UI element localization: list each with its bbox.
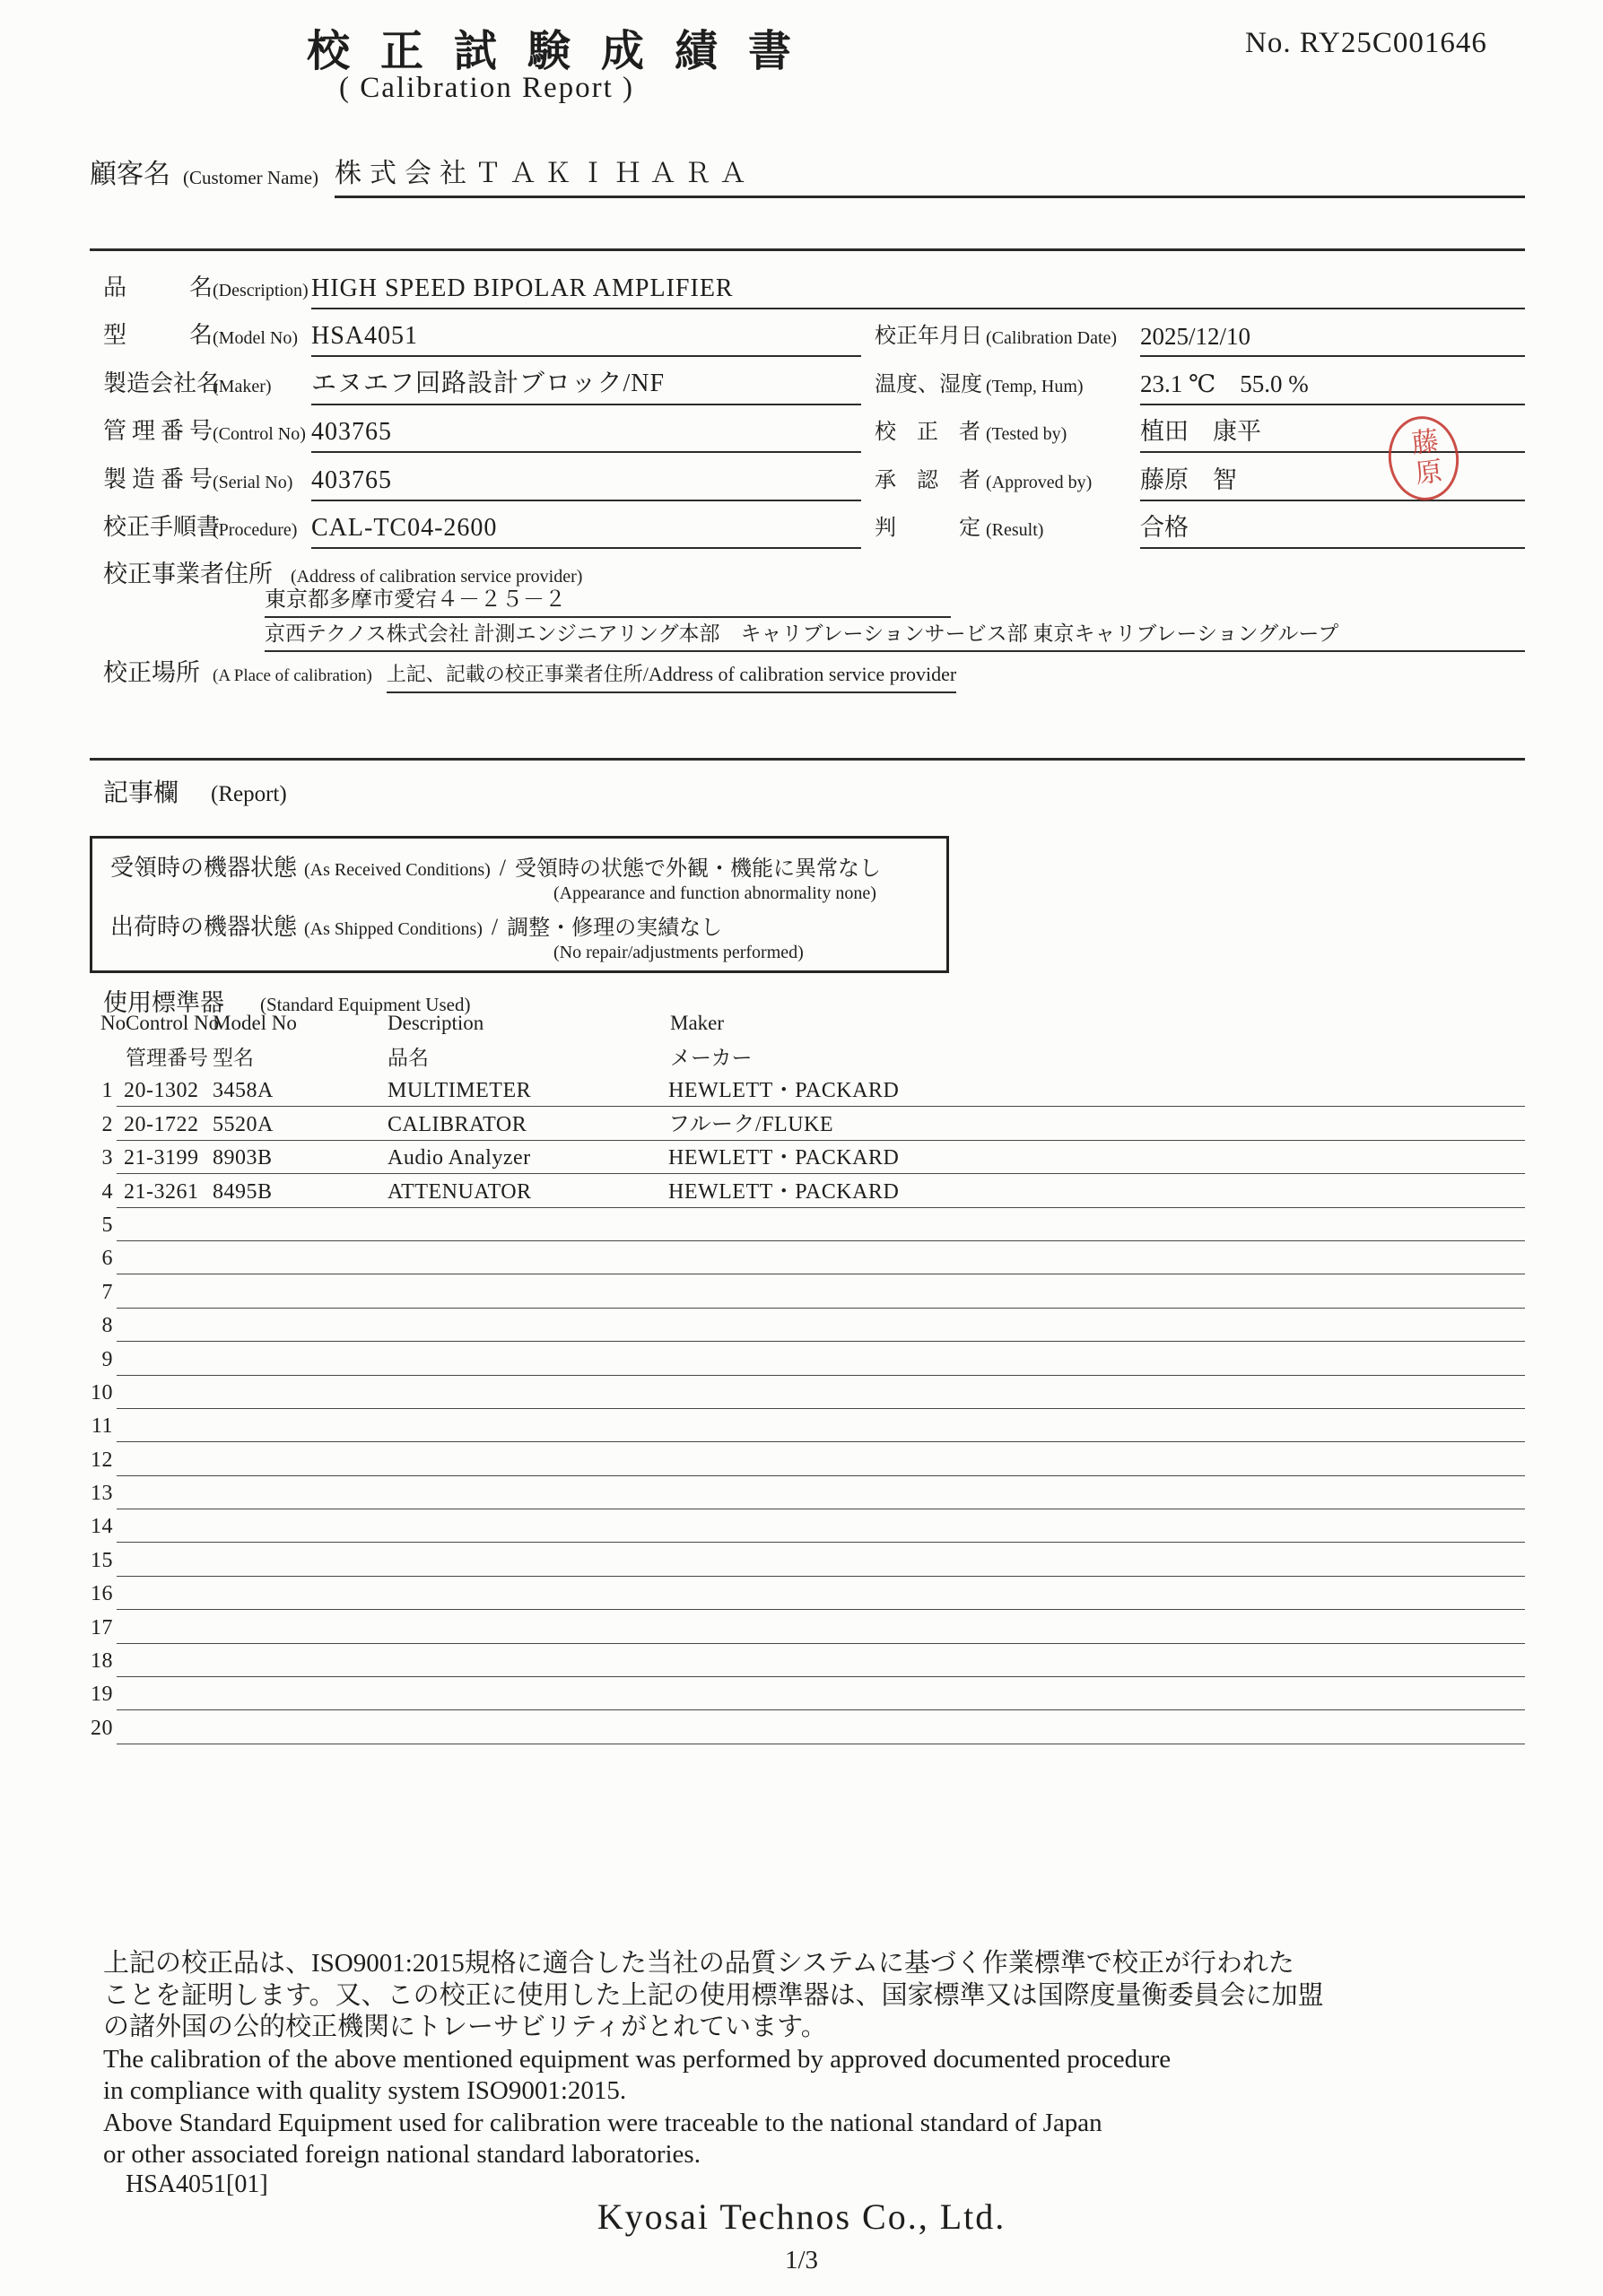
field-row (103, 453, 861, 501)
field-row (103, 309, 861, 358)
col-header-maker-jp: メーカー (670, 1047, 753, 1069)
cell-maker: HEWLETT・PACKARD (668, 1146, 900, 1170)
cell-description: CALIBRATOR (388, 1112, 527, 1136)
cell-maker: HEWLETT・PACKARD (668, 1079, 900, 1103)
customer-name-row (90, 151, 1525, 198)
row-underline (117, 1609, 1525, 1610)
field-label-en: (Control No) (213, 424, 306, 444)
equipment-table-body (90, 1076, 1525, 1747)
table-row (90, 1378, 1525, 1412)
slash-separator: / (491, 914, 499, 940)
remarks-label-en: (Report) (211, 782, 287, 806)
cell-no: 14 (91, 1515, 113, 1539)
cell-no: 6 (101, 1247, 113, 1271)
middle-divider (90, 758, 1525, 761)
equipment-table-header (90, 1012, 1525, 1074)
slash-separator: / (499, 855, 506, 881)
cell-control-no: 21-3199 (124, 1146, 199, 1170)
remarks-label-jp: 記事欄 (103, 779, 179, 807)
page-number: 1/3 (784, 2246, 819, 2274)
certification-statement (103, 1948, 1485, 2171)
cell-no: 5 (101, 1213, 113, 1237)
cell-model-no: 5520A (213, 1112, 274, 1136)
shipped-note-jp: 調整・修理の実績なし (507, 917, 723, 940)
field-label-en: (Procedure) (213, 520, 298, 540)
field-label-jp: 製造会社名 (103, 370, 221, 396)
equipment-title-jp: 使用標準器 (103, 989, 224, 1016)
statement-en-lines (103, 2044, 1485, 2171)
field-row (875, 501, 1525, 550)
field-row (103, 261, 1525, 309)
field-label-jp: 校正年月日 (875, 325, 982, 348)
field-value: 藤原 智 (1140, 460, 1525, 501)
col-header-model-jp: 型名 (213, 1047, 254, 1069)
table-row (90, 1680, 1525, 1713)
field-label-jp: 温度、湿度 (875, 372, 982, 396)
cell-no: 11 (91, 1414, 113, 1439)
cell-no: 10 (91, 1380, 113, 1405)
field-label-en: (Result) (986, 520, 1044, 540)
cell-description: MULTIMETER (388, 1079, 532, 1103)
table-row (90, 1109, 1525, 1143)
col-header-model-en: Model No (213, 1012, 297, 1034)
field-row (875, 309, 1525, 358)
top-divider (90, 248, 1525, 251)
cell-maker: フルーク/FLUKE (668, 1112, 834, 1136)
field-value: エヌエフ回路設計ブロック/NF (311, 363, 861, 405)
model-reference: HSA4051[01] (126, 2170, 268, 2198)
field-label-en: (Tested by) (986, 424, 1067, 444)
table-row (90, 1412, 1525, 1445)
place-value: 上記、記載の校正事業者住所/Address of calibration service provider (387, 659, 956, 693)
col-header-description-en: Description (388, 1012, 484, 1034)
cell-description: ATTENUATOR (388, 1179, 532, 1204)
cell-model-no: 8495B (213, 1179, 273, 1204)
field-label-jp: 型名 (103, 322, 213, 348)
cell-control-no: 20-1302 (124, 1079, 199, 1103)
statement-line-jp: の諸外国の公的校正機関にトレーサビリティがとれています。 (103, 2013, 827, 2041)
field-value: 23.1 ℃ 55.0 % (1140, 364, 1525, 405)
row-underline (117, 1676, 1525, 1677)
page-subtitle: ( Calibration Report ) (339, 72, 635, 104)
customer-label-jp: 顧客名 (90, 160, 170, 189)
field-label-en: (Approved by) (986, 472, 1093, 492)
table-row (90, 1244, 1525, 1277)
received-label-jp: 受領時の機器状態 (110, 855, 298, 881)
table-row (90, 1445, 1525, 1478)
row-underline (117, 1542, 1525, 1543)
cell-no: 2 (101, 1112, 113, 1136)
cell-no: 4 (101, 1179, 113, 1204)
cell-no: 3 (101, 1146, 113, 1170)
statement-line-jp: 上記の校正品は、ISO9001:2015規格に適合した当社の品質システムに基づく作業標準で校正が行われた (103, 1949, 1294, 1978)
field-value: 合格 (1140, 508, 1525, 549)
field-label-en: (Calibration Date) (986, 328, 1118, 348)
field-label-jp: 管理番号 (103, 418, 213, 444)
row-underline (117, 1375, 1525, 1376)
received-label-en: (As Received Conditions) (304, 860, 491, 880)
col-header-control-jp: 管理番号 (126, 1047, 208, 1069)
table-row (90, 1144, 1525, 1177)
cell-model-no: 3458A (213, 1079, 274, 1103)
row-underline (117, 1240, 1525, 1241)
cell-control-no: 20-1722 (124, 1112, 199, 1136)
equipment-title-en: (Standard Equipment Used) (260, 994, 471, 1015)
place-label-jp: 校正場所 (103, 659, 200, 686)
col-header-description-jp: 品名 (388, 1047, 429, 1069)
table-row (90, 1512, 1525, 1545)
customer-value: 株式会社ＴＡＫＩＨＡＲＡ (335, 151, 1525, 198)
row-underline (117, 1341, 1525, 1342)
cell-control-no: 21-3261 (124, 1179, 199, 1204)
cell-no: 16 (91, 1582, 113, 1606)
table-row (90, 1713, 1525, 1746)
provider-label-jp: 校正事業者住所 (103, 561, 273, 587)
row-underline (117, 1576, 1525, 1577)
field-label-jp: 品名 (103, 274, 213, 300)
table-row (90, 1479, 1525, 1512)
received-note-en: (Appearance and function abnormality none) (553, 883, 876, 903)
field-label-jp: 判定 (875, 517, 980, 540)
cell-description: Audio Analyzer (388, 1146, 531, 1170)
approval-hanko-stamp: 藤原 (1384, 413, 1464, 505)
col-header-control-en: Control No (126, 1012, 220, 1034)
field-row (103, 501, 861, 550)
table-row (90, 1344, 1525, 1378)
shipped-label-jp: 出荷時の機器状態 (110, 914, 298, 940)
cell-no: 7 (101, 1280, 113, 1304)
provider-label-en: (Address of calibration service provider) (291, 567, 583, 587)
statement-line-en: The calibration of the above mentioned equipment was performed by approved documented procedure (103, 2044, 1172, 2074)
statement-line-en: in compliance with quality system ISO9001:2015. (103, 2076, 627, 2105)
row-underline (117, 1475, 1525, 1476)
cell-no: 13 (91, 1482, 113, 1506)
field-row (103, 357, 861, 405)
table-row (90, 1076, 1525, 1109)
row-underline (117, 1441, 1525, 1442)
cell-no: 8 (101, 1314, 113, 1338)
field-value: HIGH SPEED BIPOLAR AMPLIFIER (311, 274, 1525, 309)
statement-jp-lines (103, 1948, 1485, 2044)
row-underline (117, 1709, 1525, 1710)
shipped-conditions-line (110, 909, 928, 942)
field-value: HSA4051 (311, 322, 861, 357)
provider-address-line2: 京西テクノス株式会社 計測エンジニアリング本部 キャリブレーションサービス部 東京キャリブレーショングループ (265, 617, 1525, 652)
row-underline (117, 1408, 1525, 1409)
table-row (90, 1545, 1525, 1578)
cell-no: 15 (91, 1548, 113, 1572)
field-label-en: (Maker) (213, 376, 272, 396)
cell-no: 20 (91, 1716, 113, 1740)
row-underline (117, 1308, 1525, 1309)
received-note-jp: 受領時の状態で外観・機能に異常なし (515, 857, 881, 881)
field-value: 403765 (311, 418, 861, 453)
field-row (875, 357, 1525, 405)
field-value: 403765 (311, 466, 861, 501)
shipped-note-en: (No repair/adjustments performed) (553, 943, 804, 962)
field-label-jp: 製造番号 (103, 465, 213, 492)
cell-no: 19 (91, 1683, 113, 1707)
col-header-maker-en: Maker (670, 1012, 725, 1034)
field-label-jp: 校正手順書 (103, 514, 221, 540)
field-label-jp: 校正者 (875, 421, 980, 444)
row-underline (117, 1643, 1525, 1644)
shipped-label-en: (As Shipped Conditions) (304, 919, 483, 939)
row-underline (117, 1207, 1525, 1208)
customer-label-en: (Customer Name) (183, 167, 319, 188)
cell-no: 18 (91, 1649, 113, 1674)
field-label-en: (Temp, Hum) (986, 376, 1084, 396)
cell-model-no: 8903B (213, 1146, 273, 1170)
cell-no: 12 (91, 1448, 113, 1472)
cell-no: 17 (91, 1615, 113, 1639)
table-row (90, 1177, 1525, 1210)
statement-line-en: Above Standard Equipment used for calibration were traceable to the national standard of Japan (103, 2108, 1102, 2137)
field-label-en: (Description) (213, 280, 309, 300)
table-row (90, 1311, 1525, 1344)
cell-no: 1 (101, 1079, 113, 1103)
report-number: No. RY25C001646 (1245, 27, 1487, 59)
table-row (90, 1613, 1525, 1646)
statement-line-en: or other associated foreign national standard laboratories. (103, 2140, 701, 2169)
received-conditions-line (110, 849, 928, 883)
place-label-en: (A Place of calibration) (213, 666, 372, 685)
provider-address-line1: 東京都多摩市愛宕４－２５－２ (265, 581, 951, 618)
calibration-place-row (103, 653, 957, 693)
field-value: 2025/12/10 (1140, 323, 1525, 357)
col-header-no: No (100, 1012, 126, 1034)
conditions-box (90, 836, 949, 973)
field-label-en: (Serial No) (213, 472, 293, 492)
field-value: 植田 康平 (1140, 412, 1525, 453)
statement-line-jp: ことを証明します。又、この校正に使用した上記の使用標準器は、国家標準又は国際度量衡委員会に加盟 (103, 1980, 1324, 2010)
cell-no: 9 (101, 1347, 113, 1371)
page-title: 校正試験成績書 (307, 28, 823, 75)
company-name: Kyosai Technos Co., Ltd. (597, 2196, 1006, 2237)
table-row (90, 1277, 1525, 1310)
remarks-label (103, 773, 287, 809)
field-value: CAL-TC04-2600 (311, 514, 861, 549)
table-row (90, 1647, 1525, 1680)
field-label-jp: 承認者 (875, 468, 980, 492)
cell-maker: HEWLETT・PACKARD (668, 1179, 900, 1204)
field-row (103, 405, 861, 454)
table-row (90, 1579, 1525, 1613)
field-label-en: (Model No) (213, 328, 298, 348)
table-row (90, 1211, 1525, 1244)
